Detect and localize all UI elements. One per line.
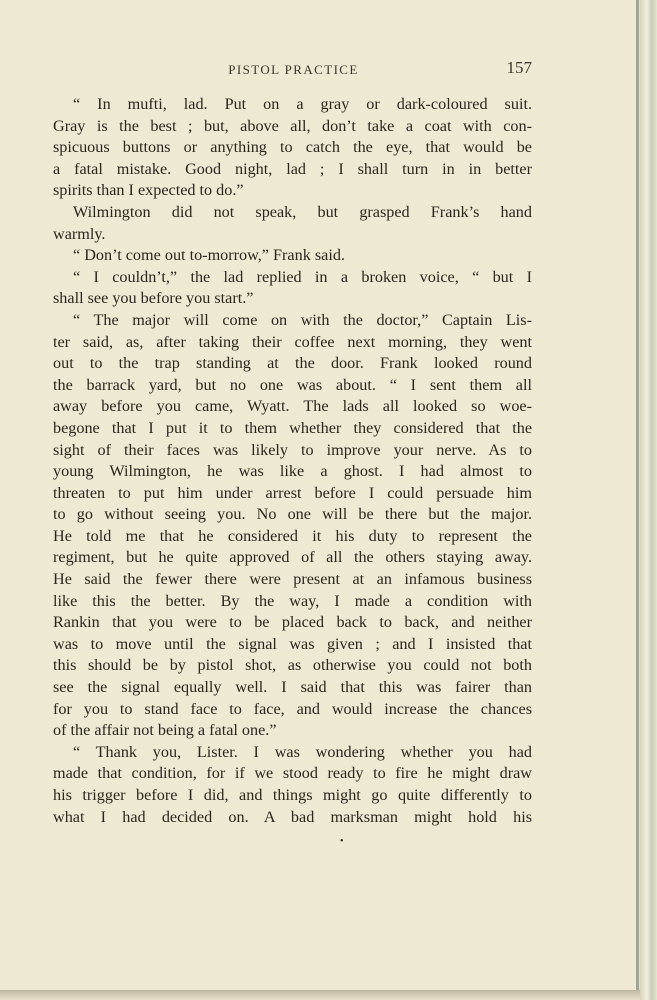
text-line: this should be by pistol shot, as otherwise you could not both	[53, 656, 532, 675]
text-line: see the signal equally well. I said that this was fairer than	[53, 678, 532, 697]
text-line: Wilmington did not speak, but grasped Frank’s hand	[73, 202, 532, 221]
text-line: made that condition, for if we stood ready to fire he might draw	[53, 764, 532, 783]
text-line: begone that I put it to them whether they considered that the	[53, 418, 532, 437]
text-line: shall see you before you start.”	[53, 289, 254, 308]
footer-ornament: •	[340, 836, 344, 847]
text-line: away before you came, Wyatt. The lads all looked so woe-	[53, 397, 532, 416]
running-title: PISTOL PRACTICE	[228, 62, 359, 77]
text-line: Rankin that you were to be placed back to back, and neither	[53, 613, 532, 632]
body-text	[53, 94, 532, 828]
text-line: what I had decided on. A bad marksman might hold his	[53, 807, 532, 826]
page-bottom-shadow	[0, 990, 640, 1000]
text-line: “ Don’t come out to-morrow,” Frank said.	[73, 246, 345, 265]
text-line: sight of their faces was likely to improve your nerve. As to	[53, 440, 532, 459]
text-line: was to move until the signal was given ; and I insisted that	[53, 634, 532, 653]
text-line: the barrack yard, but no one was about. “ I sent them all	[53, 375, 532, 394]
text-line: a fatal mistake. Good night, lad ; I shall turn in in better	[53, 159, 532, 178]
text-line: “ The major will come on with the doctor,” Captain Lis-	[73, 310, 532, 329]
text-line: threaten to put him under arrest before I could persuade him	[53, 483, 532, 502]
page-number: 157	[506, 58, 532, 77]
text-line: out to the trap standing at the door. Frank looked round	[53, 354, 532, 373]
text-line: warmly.	[53, 224, 106, 243]
text-line: ter said, as, after taking their coffee next morning, they went	[53, 332, 532, 351]
text-line: “ Thank you, Lister. I was wondering whether you had	[73, 742, 532, 761]
text-line: regiment, but he quite approved of all the others staying away.	[53, 548, 532, 567]
text-line: for you to stand face to face, and would increase the chances	[53, 699, 532, 718]
text-line: like this the better. By the way, I made a condition with	[53, 591, 532, 610]
text-line: spicuous buttons or anything to catch the eye, that would be	[53, 138, 532, 157]
page-edge	[640, 0, 657, 1000]
text-line: “ In mufti, lad. Put on a gray or dark-coloured suit.	[73, 95, 532, 113]
text-line: He said the fewer there were present at an infamous business	[53, 570, 532, 589]
text-line: his trigger before I did, and things might go quite differently to	[53, 786, 532, 804]
text-line: to go without seeing you. No one will be there but the major.	[53, 505, 532, 524]
text-line: “ I couldn’t,” the lad replied in a broken voice, “ but I	[73, 267, 532, 286]
text-line: spirits than I expected to do.”	[53, 181, 244, 200]
text-line: young Wilmington, he was like a ghost. I had almost to	[53, 462, 532, 481]
text-line: He told me that he considered it his duty to represent the	[53, 526, 532, 545]
text-line: Gray is the best ; but, above all, don’t take a coat with con-	[53, 116, 532, 135]
text-line: of the affair not being a fatal one.”	[53, 721, 277, 740]
